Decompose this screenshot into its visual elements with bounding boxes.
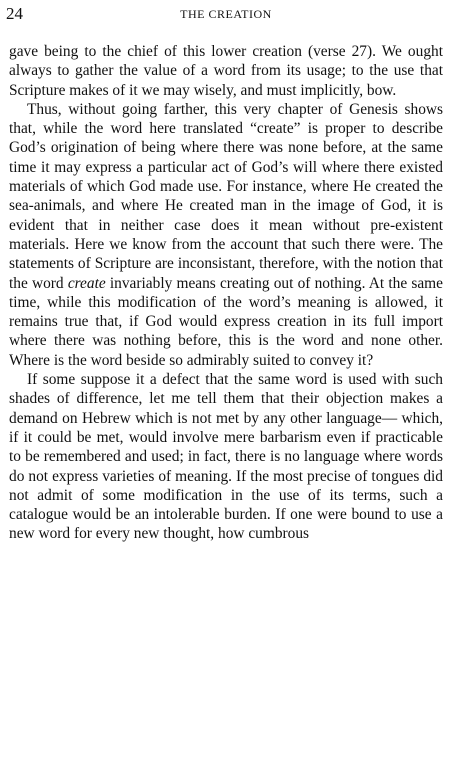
running-head: THE CREATION bbox=[180, 7, 272, 21]
paragraph-1: gave being to the chief of this lower creation (verse 27). We ought always to gather the value of a word from its usage; to the use that Scripture makes of it we may wisely, and must implicitly, bow. bbox=[9, 43, 443, 99]
page-number: 24 bbox=[6, 4, 23, 23]
paragraph-3: If some suppose it a defect that the same word is used with such shades of difference, let me tell them that their objection makes a demand on Hebrew which is not met by any other language— which, if it could be met, would involve mere barbarism even if practicable to be remembered and used; in fact, there is no language where words do not express varieties of meaning. If the most precise of tongues did not admit of some modification in the use of its terms, such a catalogue would be an intolerable burden. If one were bound to use a new word for every new thought, how cumbrous bbox=[9, 371, 443, 543]
paragraph-2-text-start: Thus, without going farther, this very chapter of Genesis shows that, while the word here translated “create” is proper to describe God’s origination of being where there was none before, at the same time it may express a particular act of God’s will where there existed materials of which God made use. For instance, where He created the sea-animals, and where He created man in the image of God, it is evident that in neither case does it mean without pre-existent materials. Here we know from the account that such there were. The statements of Scripture are inconsistant, therefore, with the notion that the word bbox=[9, 100, 443, 292]
paragraph-2-text-end: invariably means creating out of nothing. At the same time, while this modification of the word’s meaning is allowed, it remains true that, if God would express creation in its full import where there was nothing before, this is the word and none other. Where is the word beside so admirably suited to convey it? bbox=[9, 274, 443, 369]
italic-word-create: create bbox=[67, 274, 106, 292]
paragraph-2 bbox=[9, 100, 443, 370]
page-header bbox=[6, 4, 446, 26]
body-text bbox=[9, 42, 443, 544]
